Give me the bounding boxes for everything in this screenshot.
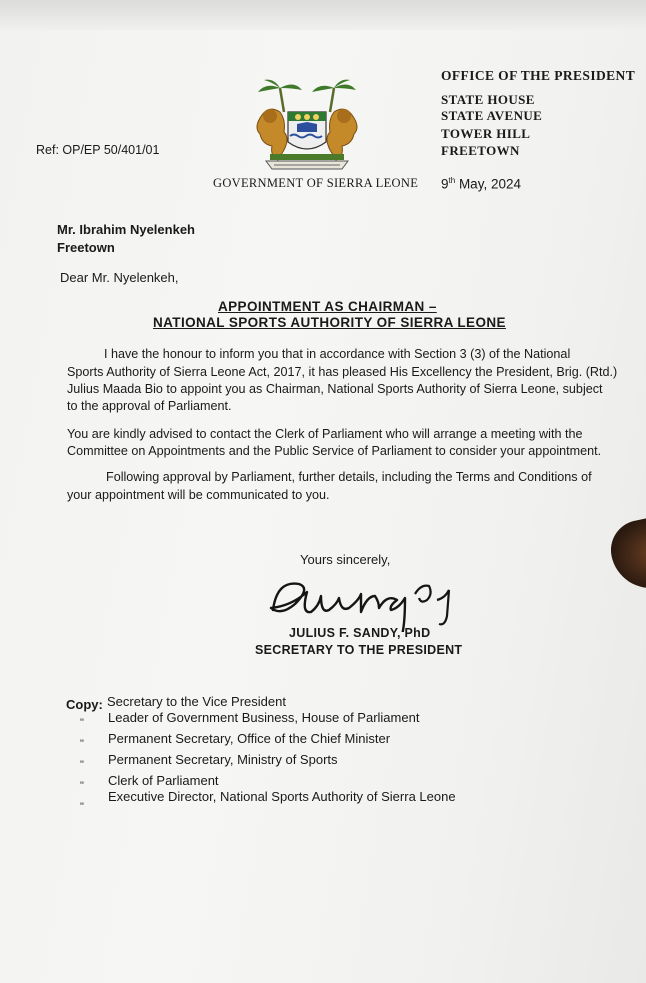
ditto-mark: "	[80, 759, 84, 771]
government-heading: GOVERNMENT OF SIERRA LEONE	[213, 176, 419, 190]
salutation: Dear Mr. Nyelenkeh,	[60, 270, 179, 285]
ditto-mark: "	[80, 780, 84, 792]
subject-line-2: NATIONAL SPORTS AUTHORITY OF SIERRA LEONE	[153, 315, 506, 330]
paragraph-1-line-3: Julius Maada Bio to appoint you as Chairman, National Sports Authority of Sierra Leone, subject	[67, 382, 603, 396]
sierra-leone-coat-of-arms-icon	[248, 78, 366, 173]
copy-recipient-1: Secretary to the Vice President	[107, 694, 286, 709]
office-line-2: STATE HOUSE	[441, 92, 535, 107]
closing: Yours sincerely,	[300, 552, 391, 567]
handwritten-signature	[265, 572, 475, 632]
office-line-1: OFFICE OF THE PRESIDENT	[441, 68, 636, 83]
paragraph-2-line-1: You are kindly advised to contact the Clerk of Parliament who will arrange a meeting with the	[67, 427, 583, 441]
recipient-name: Mr. Ibrahim Nyelenkeh	[57, 222, 195, 237]
ditto-mark: "	[80, 801, 84, 813]
signatory-name: JULIUS F. SANDY, PhD	[289, 626, 431, 640]
subject-line-1: APPOINTMENT AS CHAIRMAN –	[218, 299, 437, 314]
copy-label: Copy:	[66, 697, 103, 712]
office-line-3: STATE AVENUE	[441, 108, 543, 123]
letter-date: 9th May, 2024	[441, 176, 521, 192]
paragraph-1-line-1: I have the honour to inform you that in accordance with Section 3 (3) of the National	[104, 347, 571, 361]
reference-number: Ref: OP/EP 50/401/01	[36, 143, 160, 157]
paragraph-3-line-1: Following approval by Parliament, further details, including the Terms and Conditions of	[106, 470, 592, 484]
office-line-4: TOWER HILL	[441, 126, 531, 141]
ditto-mark: "	[80, 717, 84, 729]
signatory-title: SECRETARY TO THE PRESIDENT	[255, 643, 463, 657]
copy-recipient-3: Permanent Secretary, Office of the Chief Minister	[108, 731, 391, 746]
paper-top-shadow	[0, 0, 646, 30]
copy-recipient-5: Clerk of Parliament	[108, 773, 219, 788]
copy-recipient-2: Leader of Government Business, House of Parliament	[108, 710, 420, 725]
office-line-5: FREETOWN	[441, 143, 520, 158]
copy-recipient-4: Permanent Secretary, Ministry of Sports	[108, 752, 338, 767]
copy-recipient-6: Executive Director, National Sports Authority of Sierra Leone	[108, 789, 456, 804]
paragraph-3-line-2: your appointment will be communicated to you.	[67, 488, 330, 502]
recipient-city: Freetown	[57, 240, 115, 255]
paragraph-1-line-4: to the approval of Parliament.	[67, 399, 232, 413]
paragraph-1-line-2: Sports Authority of Sierra Leone Act, 2017, it has pleased His Excellency the President, Brig. (Rtd.)	[67, 365, 618, 379]
paragraph-2-line-2: Committee on Appointments and the Public Service of Parliament to consider your appointment.	[67, 444, 602, 458]
ditto-mark: "	[80, 738, 84, 750]
